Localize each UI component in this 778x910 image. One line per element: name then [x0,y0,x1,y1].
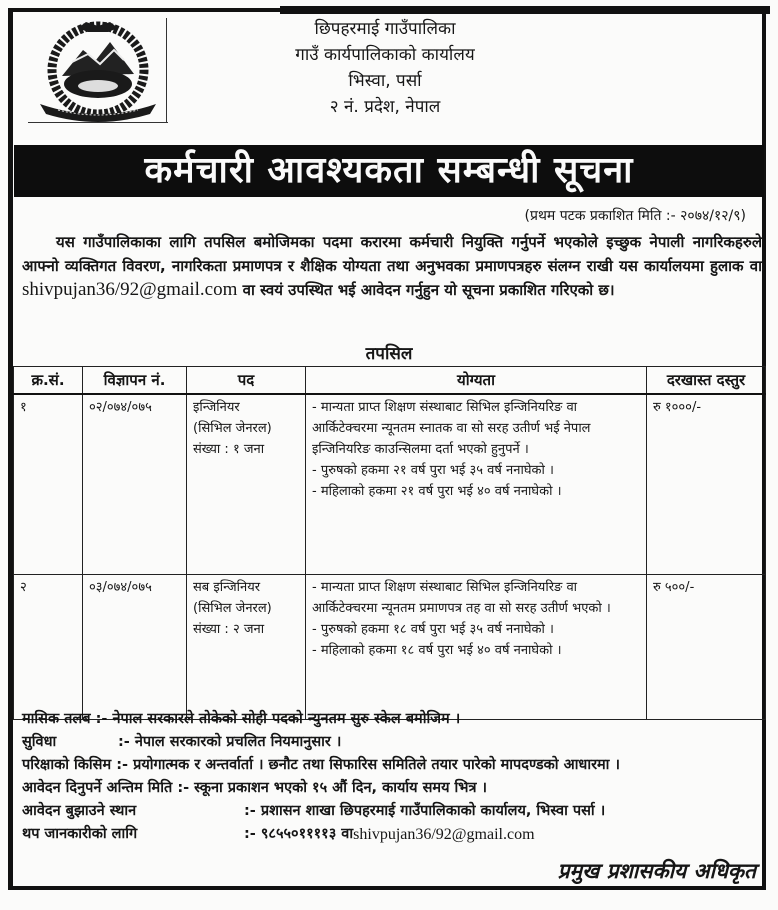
exam-label: परिक्षाको किसिम [22,757,112,773]
office-name: गाउँ कार्यपालिकाको कार्यालय [295,45,475,65]
contact-phone: :- ९८५५०११११३ वा [244,826,354,842]
logo-divider [166,18,167,122]
intro-text-1: यस गाउँपालिकाका लागि तपसिल बमोजिमका पदमा करारमा कर्मचारी नियुक्ति गर्नुपर्ने भएकोले इच्छुक नेपाली नागरिकहरुले आफ्नो व्यक्तिगत विवरण, नागरिकता प्रमाणपत्र र शैक्षिक योग्यता तथा अनुभवका प्रमाणपत्रहरु संलग्न राखी यस कार्यालयमा हुलाक वा [22,233,762,275]
post-group: (सिभिल जेनरल) [193,600,272,616]
place-value: :- प्रशासन शाखा छिपहरमाई गाउँपालिकाको कार्यालय, भिस्वा पर्सा । [244,803,606,819]
intro-text-2: वा स्वयं उपस्थित भई आवेदन गर्नुहुन यो सूचना प्रकाशित गरिएको छ। [237,281,615,299]
facility-label: सुविधा [22,734,57,750]
salary-row [22,708,762,731]
terms-section [22,708,762,846]
row-qualification [306,574,647,719]
facility-value: :- नेपाल सरकारको प्रचलित नियमानुसार । [118,734,342,750]
post-count: संख्या : १ जना [193,442,265,457]
qualification-line: - मान्यता प्राप्त शिक्षण संस्थाबाट सिभिल इन्जिनियरिङ वा आर्किटेक्चरमा न्यूनतम स्नातक वा सो सरह उतीर्ण भई नेपाल इन्जिनियरिङ काउन्सिलमा दर्ता भएको हुनुपर्ने । [312,400,591,457]
intro-email: shivpujan36/92@gmail.com [22,279,238,300]
intro-paragraph [22,230,762,302]
logo-underline [28,122,168,123]
place-row [22,800,762,823]
contact-label: थप जानकारीको लागि [22,826,138,842]
row-fee: रु ५००/- [647,574,766,719]
deadline-row [22,777,762,800]
table-row [14,394,766,574]
vacancy-table [13,366,766,720]
publication-date: (प्रथम पटक प्रकाशित मिति :- २०७४/१२/९) [524,208,746,224]
place-label: आवेदन बुझाउने स्थान [22,803,137,819]
contact-email: shivpujan36/92@gmail.com [353,826,535,843]
table-header-row [14,367,766,395]
facility-row [22,731,762,754]
deadline-label: आवेदन दिनुपर्ने अन्तिम मिति [22,780,173,796]
post-title: सब इन्जिनियर [193,579,261,595]
qualification-line: - पुरुषको हकमा २१ वर्ष पुरा भई ३५ वर्ष ननाघेको । [312,463,554,478]
row-post [187,574,306,719]
municipality-name: छिपहरमाई गाउँपालिका [314,19,456,39]
qualification-line: - पुरुषको हकमा १८ वर्ष पुरा भई ३५ वर्ष ननाघेको । [312,621,554,637]
col-ad-number: विज्ञापन नं. [83,367,187,395]
province: २ नं. प्रदेश, नेपाल [329,97,441,117]
contact-row [22,823,762,846]
row-fee: रु १०००/- [647,394,766,574]
exam-value: :- प्रयोगात्मक र अन्तर्वार्ता । छनौट तथा सिफारिस समितिले तयार पारेको मापदण्डको आधारमा । [116,757,620,773]
row-serial: १ [14,394,83,574]
col-post: पद [187,367,306,395]
row-post [187,394,306,574]
notice-title: कर्मचारी आवश्यकता सम्बन्धी सूचना [14,145,764,197]
col-fee: दरखास्त दस्तुर [647,367,766,395]
schedule-title: तपसिल [365,344,413,364]
post-title: इन्जिनियर [193,400,240,415]
top-rule [280,6,770,14]
signatory-title: प्रमुख प्रशासकीय अधिकृत [557,859,756,883]
row-qualification [306,394,647,574]
row-serial: २ [14,574,83,719]
salary-value: :- नेपाल सरकारले तोकेको सोही पदको न्युनतम सुरु स्केल बमोजिम । [95,711,461,727]
nepal-emblem-icon [28,16,168,126]
deadline-value: :- स्कूना प्रकाशन भएको १५ औं दिन, कार्याय समय भित्र । [177,780,488,796]
qualification-line: - महिलाको हकमा २१ वर्ष पुरा भई ४० वर्ष ननाघेको । [312,484,562,499]
office-location: भिस्वा, पर्सा [348,71,422,91]
post-count: संख्या : २ जना [193,621,265,637]
table-row [14,574,766,719]
exam-row [22,754,762,777]
col-serial: क्र.सं. [14,367,83,395]
office-header [170,16,600,120]
salary-label: मासिक तलब [22,711,91,727]
row-ad-number: ०३/०७४/०७५ [83,574,187,719]
col-qualification: योग्यता [306,367,647,395]
qualification-line: - महिलाको हकमा १८ वर्ष पुरा भई ४० वर्ष ननाघेको । [312,642,562,658]
emblem-logo [28,16,168,126]
post-group: (सिभिल जेनरल) [193,421,272,436]
row-ad-number: ०२/०७४/०७५ [83,394,187,574]
qualification-line: - मान्यता प्राप्त शिक्षण संस्थाबाट सिभिल इन्जिनियरिङ वा आर्किटेक्चरमा न्यूनतम प्रमाणपत्र तह वा सो सरह उतीर्ण भएको । [312,579,611,616]
